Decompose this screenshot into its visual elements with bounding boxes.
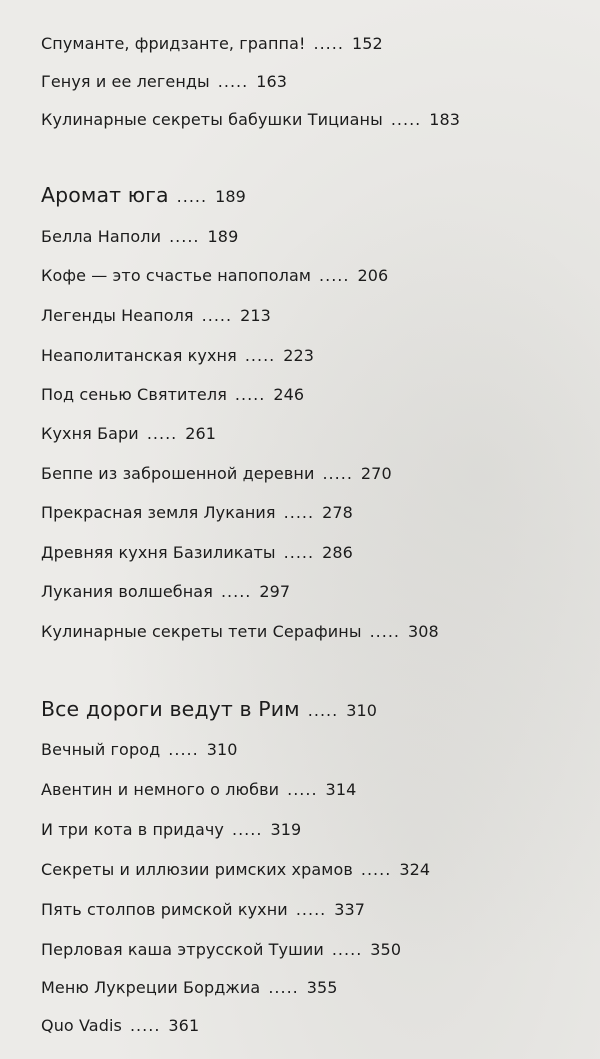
toc-title: Кулинарные секреты бабушки Тицианы — [41, 110, 383, 129]
toc-entry — [41, 503, 353, 522]
toc-title: Прекрасная земля Лукания — [41, 503, 276, 522]
toc-page-number: 286 — [322, 543, 353, 562]
toc-leader: ..... — [217, 72, 249, 91]
toc-title: Кухня Бари — [41, 424, 139, 443]
toc-entry — [41, 820, 301, 839]
toc-section-heading — [41, 697, 377, 721]
toc-page-number: 310 — [346, 701, 378, 720]
toc-title: Авентин и немного о любви — [41, 780, 280, 799]
toc-leader: ..... — [295, 900, 327, 919]
toc-leader: ..... — [201, 306, 233, 325]
toc-leader: ..... — [234, 385, 266, 404]
toc-page-number: 206 — [357, 266, 389, 285]
toc-title: И три кота в придачу — [41, 820, 224, 839]
toc-leader: ..... — [146, 424, 178, 443]
toc-page-number: 314 — [325, 780, 357, 799]
toc-leader: ..... — [369, 622, 400, 641]
toc-title: Беппе из заброшенной деревни — [41, 464, 315, 483]
toc-page-number: 183 — [429, 110, 461, 129]
toc-page-number: 189 — [215, 187, 246, 206]
toc-page-number: 355 — [306, 978, 338, 997]
toc-leader: ..... — [220, 582, 252, 601]
toc-entry — [41, 1016, 199, 1035]
toc-title: Лукания волшебная — [41, 582, 213, 601]
toc-entry — [41, 34, 383, 53]
toc-title: Белла Наполи — [41, 227, 162, 246]
toc-entry — [41, 266, 388, 285]
toc-title: Неаполитанская кухня — [41, 346, 237, 365]
toc-entry — [41, 860, 430, 879]
section-title: Аромат юга — [41, 183, 169, 207]
toc-title: Кофе — это счастье напополам — [41, 266, 312, 285]
toc-page-number: 223 — [283, 346, 315, 365]
toc-leader: ..... — [176, 187, 208, 206]
toc-page-number: 361 — [168, 1016, 200, 1035]
toc-entry — [41, 543, 353, 562]
toc-title: Quo Vadis — [41, 1016, 122, 1035]
toc-entry — [41, 464, 392, 483]
toc-entry — [41, 385, 304, 404]
toc-entry — [41, 780, 356, 799]
toc-leader: ..... — [313, 34, 344, 53]
toc-title: Спуманте, фридзанте, граппа! — [41, 34, 306, 53]
toc-title: Секреты и иллюзии римских храмов — [41, 860, 353, 879]
toc-page-number: 270 — [360, 464, 392, 483]
toc-leader: ..... — [307, 701, 339, 720]
toc-title: Пять столпов римской кухни — [41, 900, 288, 919]
toc-page-number: 324 — [399, 860, 431, 879]
toc-entry — [41, 582, 290, 601]
toc-entry — [41, 978, 338, 997]
toc-title: Кулинарные секреты тети Серафины — [41, 622, 362, 641]
toc-page-number: 350 — [370, 940, 402, 959]
toc-leader: ..... — [319, 266, 350, 285]
toc-page-number: 213 — [240, 306, 271, 325]
toc-title: Под сенью Святителя — [41, 385, 227, 404]
toc-entry — [41, 900, 365, 919]
toc-entry — [41, 306, 271, 325]
toc-leader: ..... — [360, 860, 392, 879]
toc-entry — [41, 622, 439, 641]
toc-leader: ..... — [168, 740, 199, 759]
toc-page-number: 152 — [351, 34, 383, 53]
toc-entry — [41, 740, 238, 759]
toc-leader: ..... — [331, 940, 363, 959]
toc-page-number: 319 — [270, 820, 302, 839]
toc-leader: ..... — [244, 346, 276, 365]
toc-page-number: 261 — [185, 424, 217, 443]
toc-title: Меню Лукреции Борджиа — [41, 978, 261, 997]
toc-leader: ..... — [283, 543, 315, 562]
toc-page-number: 297 — [259, 582, 291, 601]
toc-leader: ..... — [322, 464, 353, 483]
toc-leader: ..... — [129, 1016, 161, 1035]
toc-entry — [41, 227, 238, 246]
toc-title: Перловая каша этрусской Тушии — [41, 940, 324, 959]
toc-section-heading — [41, 183, 246, 207]
toc-page-number: 308 — [408, 622, 439, 641]
toc-entry — [41, 424, 216, 443]
toc-page-number: 310 — [206, 740, 238, 759]
toc-title: Вечный город — [41, 740, 161, 759]
toc-entry — [41, 72, 287, 91]
toc-page-number: 278 — [322, 503, 353, 522]
toc-page-number: 163 — [256, 72, 288, 91]
section-title: Все дороги ведут в Рим — [41, 697, 300, 721]
toc-page-number: 246 — [273, 385, 305, 404]
toc-leader: ..... — [287, 780, 318, 799]
toc-leader: ..... — [232, 820, 263, 839]
toc-leader: ..... — [169, 227, 200, 246]
toc-leader: ..... — [268, 978, 299, 997]
toc-page-number: 189 — [207, 227, 239, 246]
toc-title: Древняя кухня Базиликаты — [41, 543, 276, 562]
toc-title: Легенды Неаполя — [41, 306, 194, 325]
toc-leader: ..... — [390, 110, 422, 129]
toc-page-number: 337 — [334, 900, 366, 919]
toc-entry — [41, 346, 314, 365]
toc-leader: ..... — [283, 503, 315, 522]
toc-title: Генуя и ее легенды — [41, 72, 210, 91]
toc-entry — [41, 110, 460, 129]
toc-entry — [41, 940, 401, 959]
